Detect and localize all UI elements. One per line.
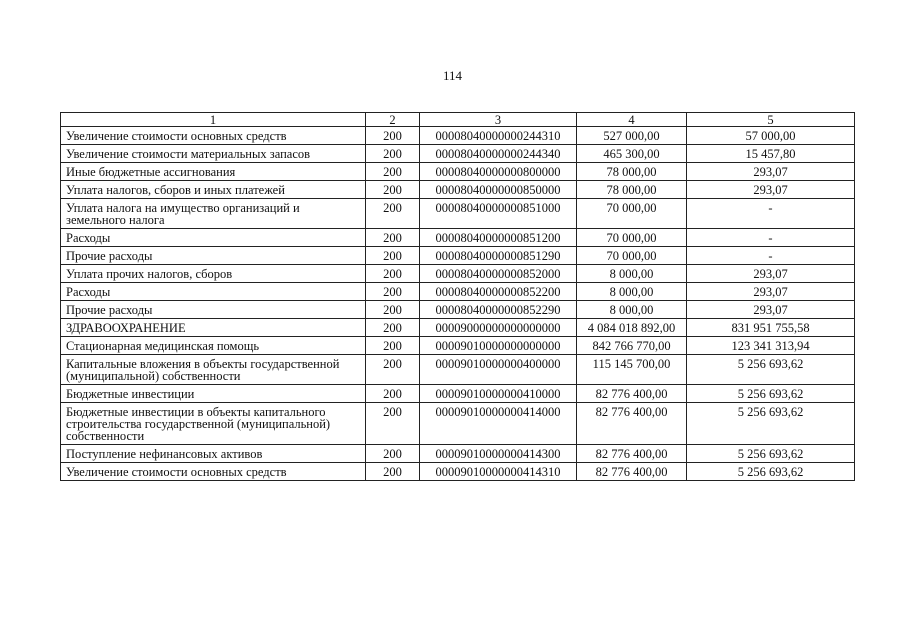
row-approved-amount: 465 300,00 [577,145,687,163]
row-line-code: 200 [366,145,420,163]
table-row [61,301,855,319]
row-name: Бюджетные инвестиции в объекты капитального строительства государственной (муниципальной) собственности [61,403,366,445]
row-approved-amount: 842 766 770,00 [577,337,687,355]
row-line-code: 200 [366,199,420,229]
row-budget-code: 00008040000000851000 [420,199,577,229]
row-name: Увеличение стоимости материальных запасов [61,145,366,163]
row-budget-code: 00008040000000852000 [420,265,577,283]
row-line-code: 200 [366,319,420,337]
header-row [61,113,855,127]
row-line-code: 200 [366,181,420,199]
row-budget-code: 00008040000000852200 [420,283,577,301]
row-approved-amount: 527 000,00 [577,127,687,145]
table-row [61,181,855,199]
row-line-code: 200 [366,403,420,445]
table-row [61,355,855,385]
row-line-code: 200 [366,127,420,145]
page-number: 114 [442,68,463,83]
header-cell: 3 [420,113,577,127]
row-executed-amount: 831 951 755,58 [687,319,855,337]
row-approved-amount: 70 000,00 [577,199,687,229]
row-executed-amount: 293,07 [687,301,855,319]
row-name: Поступление нефинансовых активов [61,445,366,463]
row-name: Стационарная медицинская помощь [61,337,366,355]
table-row [61,319,855,337]
table-row [61,337,855,355]
row-name: Прочие расходы [61,301,366,319]
row-budget-code: 00008040000000244340 [420,145,577,163]
table-row [61,163,855,181]
row-approved-amount: 8 000,00 [577,301,687,319]
table-row [61,385,855,403]
row-line-code: 200 [366,463,420,481]
header-cell: 2 [366,113,420,127]
table-row [61,199,855,229]
row-name: Капитальные вложения в объекты государственной (муниципальной) собственности [61,355,366,385]
row-executed-amount: 15 457,80 [687,145,855,163]
row-name: Уплата налогов, сборов и иных платежей [61,181,366,199]
row-approved-amount: 82 776 400,00 [577,463,687,481]
table-row [61,265,855,283]
row-executed-amount: 57 000,00 [687,127,855,145]
budget-table [60,112,855,481]
row-executed-amount: 5 256 693,62 [687,403,855,445]
row-name: Уплата налога на имущество организаций и земельного налога [61,199,366,229]
row-budget-code: 00009010000000000000 [420,337,577,355]
row-line-code: 200 [366,163,420,181]
row-executed-amount: 123 341 313,94 [687,337,855,355]
row-executed-amount: 293,07 [687,181,855,199]
row-line-code: 200 [366,283,420,301]
row-line-code: 200 [366,229,420,247]
row-executed-amount: 5 256 693,62 [687,355,855,385]
row-line-code: 200 [366,337,420,355]
row-budget-code: 00009010000000414300 [420,445,577,463]
row-name: Уплата прочих налогов, сборов [61,265,366,283]
row-approved-amount: 78 000,00 [577,181,687,199]
row-budget-code: 00009010000000414310 [420,463,577,481]
row-line-code: 200 [366,247,420,265]
row-executed-amount: 5 256 693,62 [687,385,855,403]
row-approved-amount: 70 000,00 [577,229,687,247]
table-row [61,403,855,445]
row-approved-amount: 82 776 400,00 [577,385,687,403]
row-budget-code: 00008040000000852290 [420,301,577,319]
row-name: Расходы [61,229,366,247]
row-approved-amount: 8 000,00 [577,283,687,301]
row-approved-amount: 115 145 700,00 [577,355,687,385]
row-budget-code: 00009010000000414000 [420,403,577,445]
row-executed-amount: - [687,247,855,265]
row-name: Прочие расходы [61,247,366,265]
header-cell: 5 [687,113,855,127]
row-executed-amount: 293,07 [687,283,855,301]
row-line-code: 200 [366,355,420,385]
table-row [61,127,855,145]
row-budget-code: 00008040000000851200 [420,229,577,247]
row-budget-code: 00008040000000851290 [420,247,577,265]
row-line-code: 200 [366,385,420,403]
row-executed-amount: 293,07 [687,265,855,283]
table-row [61,283,855,301]
row-line-code: 200 [366,445,420,463]
header-cell: 4 [577,113,687,127]
row-approved-amount: 8 000,00 [577,265,687,283]
row-name: Увеличение стоимости основных средств [61,463,366,481]
row-budget-code: 00009010000000410000 [420,385,577,403]
row-approved-amount: 82 776 400,00 [577,403,687,445]
row-executed-amount: 5 256 693,62 [687,445,855,463]
row-executed-amount: 293,07 [687,163,855,181]
row-approved-amount: 4 084 018 892,00 [577,319,687,337]
row-executed-amount: - [687,199,855,229]
table-body [61,127,855,481]
row-executed-amount: - [687,229,855,247]
row-executed-amount: 5 256 693,62 [687,463,855,481]
row-budget-code: 00008040000000244310 [420,127,577,145]
row-budget-code: 00009010000000400000 [420,355,577,385]
row-approved-amount: 70 000,00 [577,247,687,265]
table-row [61,247,855,265]
row-approved-amount: 82 776 400,00 [577,445,687,463]
table-row [61,445,855,463]
row-approved-amount: 78 000,00 [577,163,687,181]
table-row [61,145,855,163]
row-name: ЗДРАВООХРАНЕНИЕ [61,319,366,337]
row-line-code: 200 [366,265,420,283]
header-cell: 1 [61,113,366,127]
row-name: Иные бюджетные ассигнования [61,163,366,181]
row-budget-code: 00008040000000800000 [420,163,577,181]
table-row [61,463,855,481]
row-budget-code: 00008040000000850000 [420,181,577,199]
row-name: Увеличение стоимости основных средств [61,127,366,145]
row-line-code: 200 [366,301,420,319]
row-name: Расходы [61,283,366,301]
table-row [61,229,855,247]
row-budget-code: 00009000000000000000 [420,319,577,337]
row-name: Бюджетные инвестиции [61,385,366,403]
